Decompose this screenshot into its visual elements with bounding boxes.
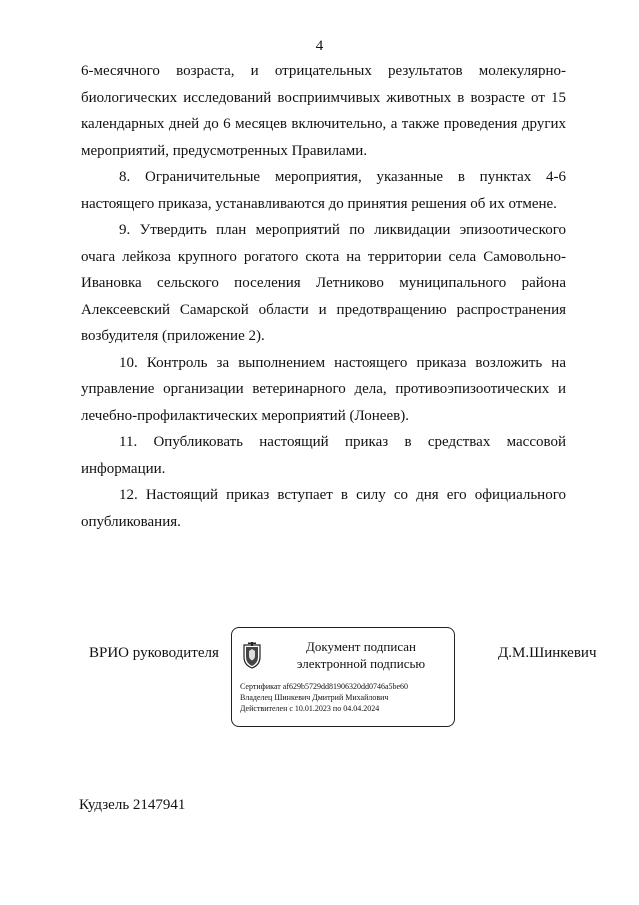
stamp-validity: Действителен с 10.01.2023 по 04.04.2024 (240, 704, 380, 713)
signer-title: ВРИО руководителя (89, 645, 219, 661)
page-number: 4 (315, 38, 324, 54)
footer-code: Кудзель 2147941 (79, 797, 186, 813)
signer-name: Д.М.Шинкевич (498, 645, 597, 661)
paragraph-item-8: 8. Ограничительные мероприятия, указанные в пунктах 4-6 настоящего приказа, устанавливаются до принятия решения об их отмене. (81, 169, 566, 212)
paragraph-item-9: 9. Утвердить план мероприятий по ликвидации эпизоотического очага лейкоза крупного рогатого скота на территории села Самовольно-Ивановка сельского поселения Летниково муниципального района Алексеевский Самарской области и предотвращению распространения возбудителя (приложение 2). (81, 222, 566, 344)
paragraph-item-12: 12. Настоящий приказ вступает в силу со дня его официального опубликования. (81, 487, 566, 530)
paragraph-item-11: 11. Опубликовать настоящий приказ в средствах массовой информации. (81, 434, 566, 477)
stamp-heading-line-2: электронной подписью (296, 656, 426, 671)
stamp-owner: Владелец Шинкевич Дмитрий Михайлович (240, 693, 389, 702)
document-body (81, 58, 566, 535)
coat-of-arms-icon (241, 641, 263, 669)
paragraph-continuation: 6-месячного возраста, и отрицательных результатов молекулярно-биологических исследований восприимчивых животных в возрасте от 15 календарных дней до 6 месяцев включительно, а также проведения других мероприятий, предусмотренных Правилами. (81, 63, 566, 159)
paragraph-item-10: 10. Контроль за выполнением настоящего приказа возложить на управление организации ветеринарного дела, противоэпизоотических и лечебно-профилактических мероприятий (Лонеев). (81, 354, 566, 424)
stamp-heading (272, 638, 450, 672)
electronic-signature-stamp (231, 627, 455, 727)
stamp-certificate: Сертификат af629b5729dd81906320dd0746a5be60 (240, 682, 409, 691)
stamp-details (240, 681, 452, 714)
stamp-heading-line-1: Документ подписан (306, 639, 416, 654)
